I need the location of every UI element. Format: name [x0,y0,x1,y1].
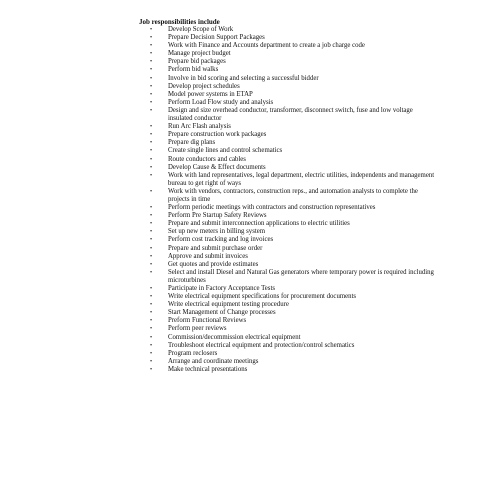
list-item-text: Run Arc Flash analysis [168,123,231,131]
list-item-text: Approve and submit invoices [168,252,248,260]
list-item [150,172,435,188]
list-item [150,139,435,147]
bullet-icon: • [150,318,153,325]
bullet-icon: • [150,205,153,212]
bullet-icon: • [150,213,153,220]
list-item [150,34,435,42]
bullet-icon: • [150,221,153,228]
list-item-text: Write electrical equipment testing procedure [168,301,289,309]
list-item [150,26,435,34]
list-item [150,58,435,66]
list-item-text: Perform peer reviews [168,325,227,333]
bullet-icon: • [150,172,153,179]
list-item [150,66,435,74]
list-item-text: Prepare construction work packages [168,131,267,139]
list-item [150,325,435,333]
list-item [150,253,435,261]
list-item-text: Preform Functional Reviews [168,317,247,325]
list-item [150,261,435,269]
responsibilities-list [150,26,435,374]
list-item-text: Perform cost tracking and log invoices [168,236,274,244]
list-item [150,131,435,139]
list-item-text: Develop project schedules [168,82,240,90]
bullet-icon: • [150,294,153,301]
list-item-text: Manage project budget [168,50,231,58]
list-item-text: Perform Load Flow study and analysis [168,98,274,106]
list-item-text: Prepare and submit interconnection applications to electric utilities [168,220,350,228]
bullet-icon: • [150,35,153,42]
bullet-icon: • [150,83,153,90]
bullet-icon: • [150,326,153,333]
list-item-text: Perform periodic meetings with contractors and construction representatives [168,204,376,212]
list-item-text: Prepare bid packages [168,58,226,66]
bullet-icon: • [150,286,153,292]
list-item [150,147,435,155]
list-item-text: Make technical presentations [168,365,248,373]
list-item [150,342,435,350]
list-item [150,220,435,228]
list-item-text: Create single lines and control schematics [168,147,283,155]
bullet-icon: • [150,366,153,373]
list-item [150,350,435,358]
list-item [150,228,435,236]
list-item [150,317,435,325]
bullet-icon: • [150,164,153,171]
bullet-icon: • [150,156,153,163]
list-item-text: Commission/decommission electrical equipment [168,333,301,341]
bullet-icon: • [150,237,153,244]
list-item-text: Prepare dig plans [168,139,216,147]
list-item-text: Arrange and coordinate meetings [168,357,259,365]
bullet-icon: • [150,75,153,82]
list-item [150,366,435,374]
bullet-icon: • [150,342,153,349]
bullet-icon: • [150,245,153,252]
list-item [150,107,435,123]
list-item [150,301,435,309]
list-item-text: Work with vendors, contractors, construction reps., and automation analysts to complete the projects in time [168,187,418,203]
list-item-text: Model power systems in ETAP [168,90,253,98]
bullet-icon: • [150,124,153,131]
bullet-icon: • [150,67,153,74]
section-heading: Job responsibilities include [139,18,220,26]
list-item [150,236,435,244]
list-item-text: Develop Scope of Work [168,26,234,33]
bullet-icon: • [150,229,153,236]
list-item-text: Prepare Decision Support Packages [168,34,265,42]
bullet-icon: • [150,99,153,106]
list-item [150,42,435,50]
bullet-icon: • [150,132,153,139]
list-item-text: Participate in Factory Acceptance Tests [168,285,275,292]
list-item-text: Get quotes and provide estimates [168,260,259,268]
list-item [150,204,435,212]
bullet-icon: • [150,91,153,98]
bullet-icon: • [150,140,153,147]
list-item-text: Troubleshoot electrical equipment and protection/control schematics [168,341,355,349]
bullet-icon: • [150,148,153,155]
bullet-icon: • [150,334,153,341]
bullet-icon: • [150,302,153,309]
list-item [150,75,435,83]
list-item [150,269,435,285]
list-item-text: Write electrical equipment specifications for procurement documents [168,293,357,301]
list-item [150,188,435,204]
bullet-icon: • [150,261,153,268]
bullet-icon: • [150,51,153,58]
list-item-text: Select and install Diesel and Natural Gas generators where temporary power is required including microturbines [168,268,434,284]
list-item [150,334,435,342]
list-item-text: Work with Finance and Accounts department to create a job charge code [168,42,365,50]
bullet-icon: • [150,43,153,50]
bullet-icon: • [150,350,153,357]
list-item-text: Design and size overhead conductor, transformer, disconnect switch, fuse and low voltage insulated conductor [168,106,413,123]
list-item [150,212,435,220]
bullet-icon: • [150,107,153,114]
list-item [150,309,435,317]
bullet-icon: • [150,253,153,260]
list-item-text: Involve in bid scoring and selecting a successful bidder [168,74,319,82]
bullet-icon: • [150,310,153,317]
bullet-icon: • [150,188,153,195]
list-item-text: Work with land representatives, legal department, electric utilities, independents and management bureau to get right of ways [168,171,435,187]
list-item [150,156,435,164]
list-item [150,245,435,253]
bullet-icon: • [150,358,153,365]
list-item [150,293,435,301]
list-item [150,99,435,107]
bullet-icon: • [150,269,153,276]
list-item [150,123,435,131]
list-item-text: Program reclosers [168,349,218,357]
list-item-text: Perform bid walks [168,66,219,74]
list-item-text: Prepare and submit purchase order [168,244,263,252]
list-item [150,358,435,366]
bullet-icon: • [150,59,153,66]
list-item-text: Route conductors and cables [168,155,246,163]
list-item [150,50,435,58]
list-item-text: Develop Cause & Effect documents [168,163,266,171]
list-item [150,285,435,293]
list-item-text: Perform Pre Startup Safety Reviews [168,212,267,220]
list-item [150,91,435,99]
list-item [150,83,435,91]
list-item-text: Set up new meters in billing system [168,228,266,236]
list-item [150,164,435,172]
bullet-icon: • [150,27,153,33]
list-item-text: Start Management of Change processes [168,309,276,317]
